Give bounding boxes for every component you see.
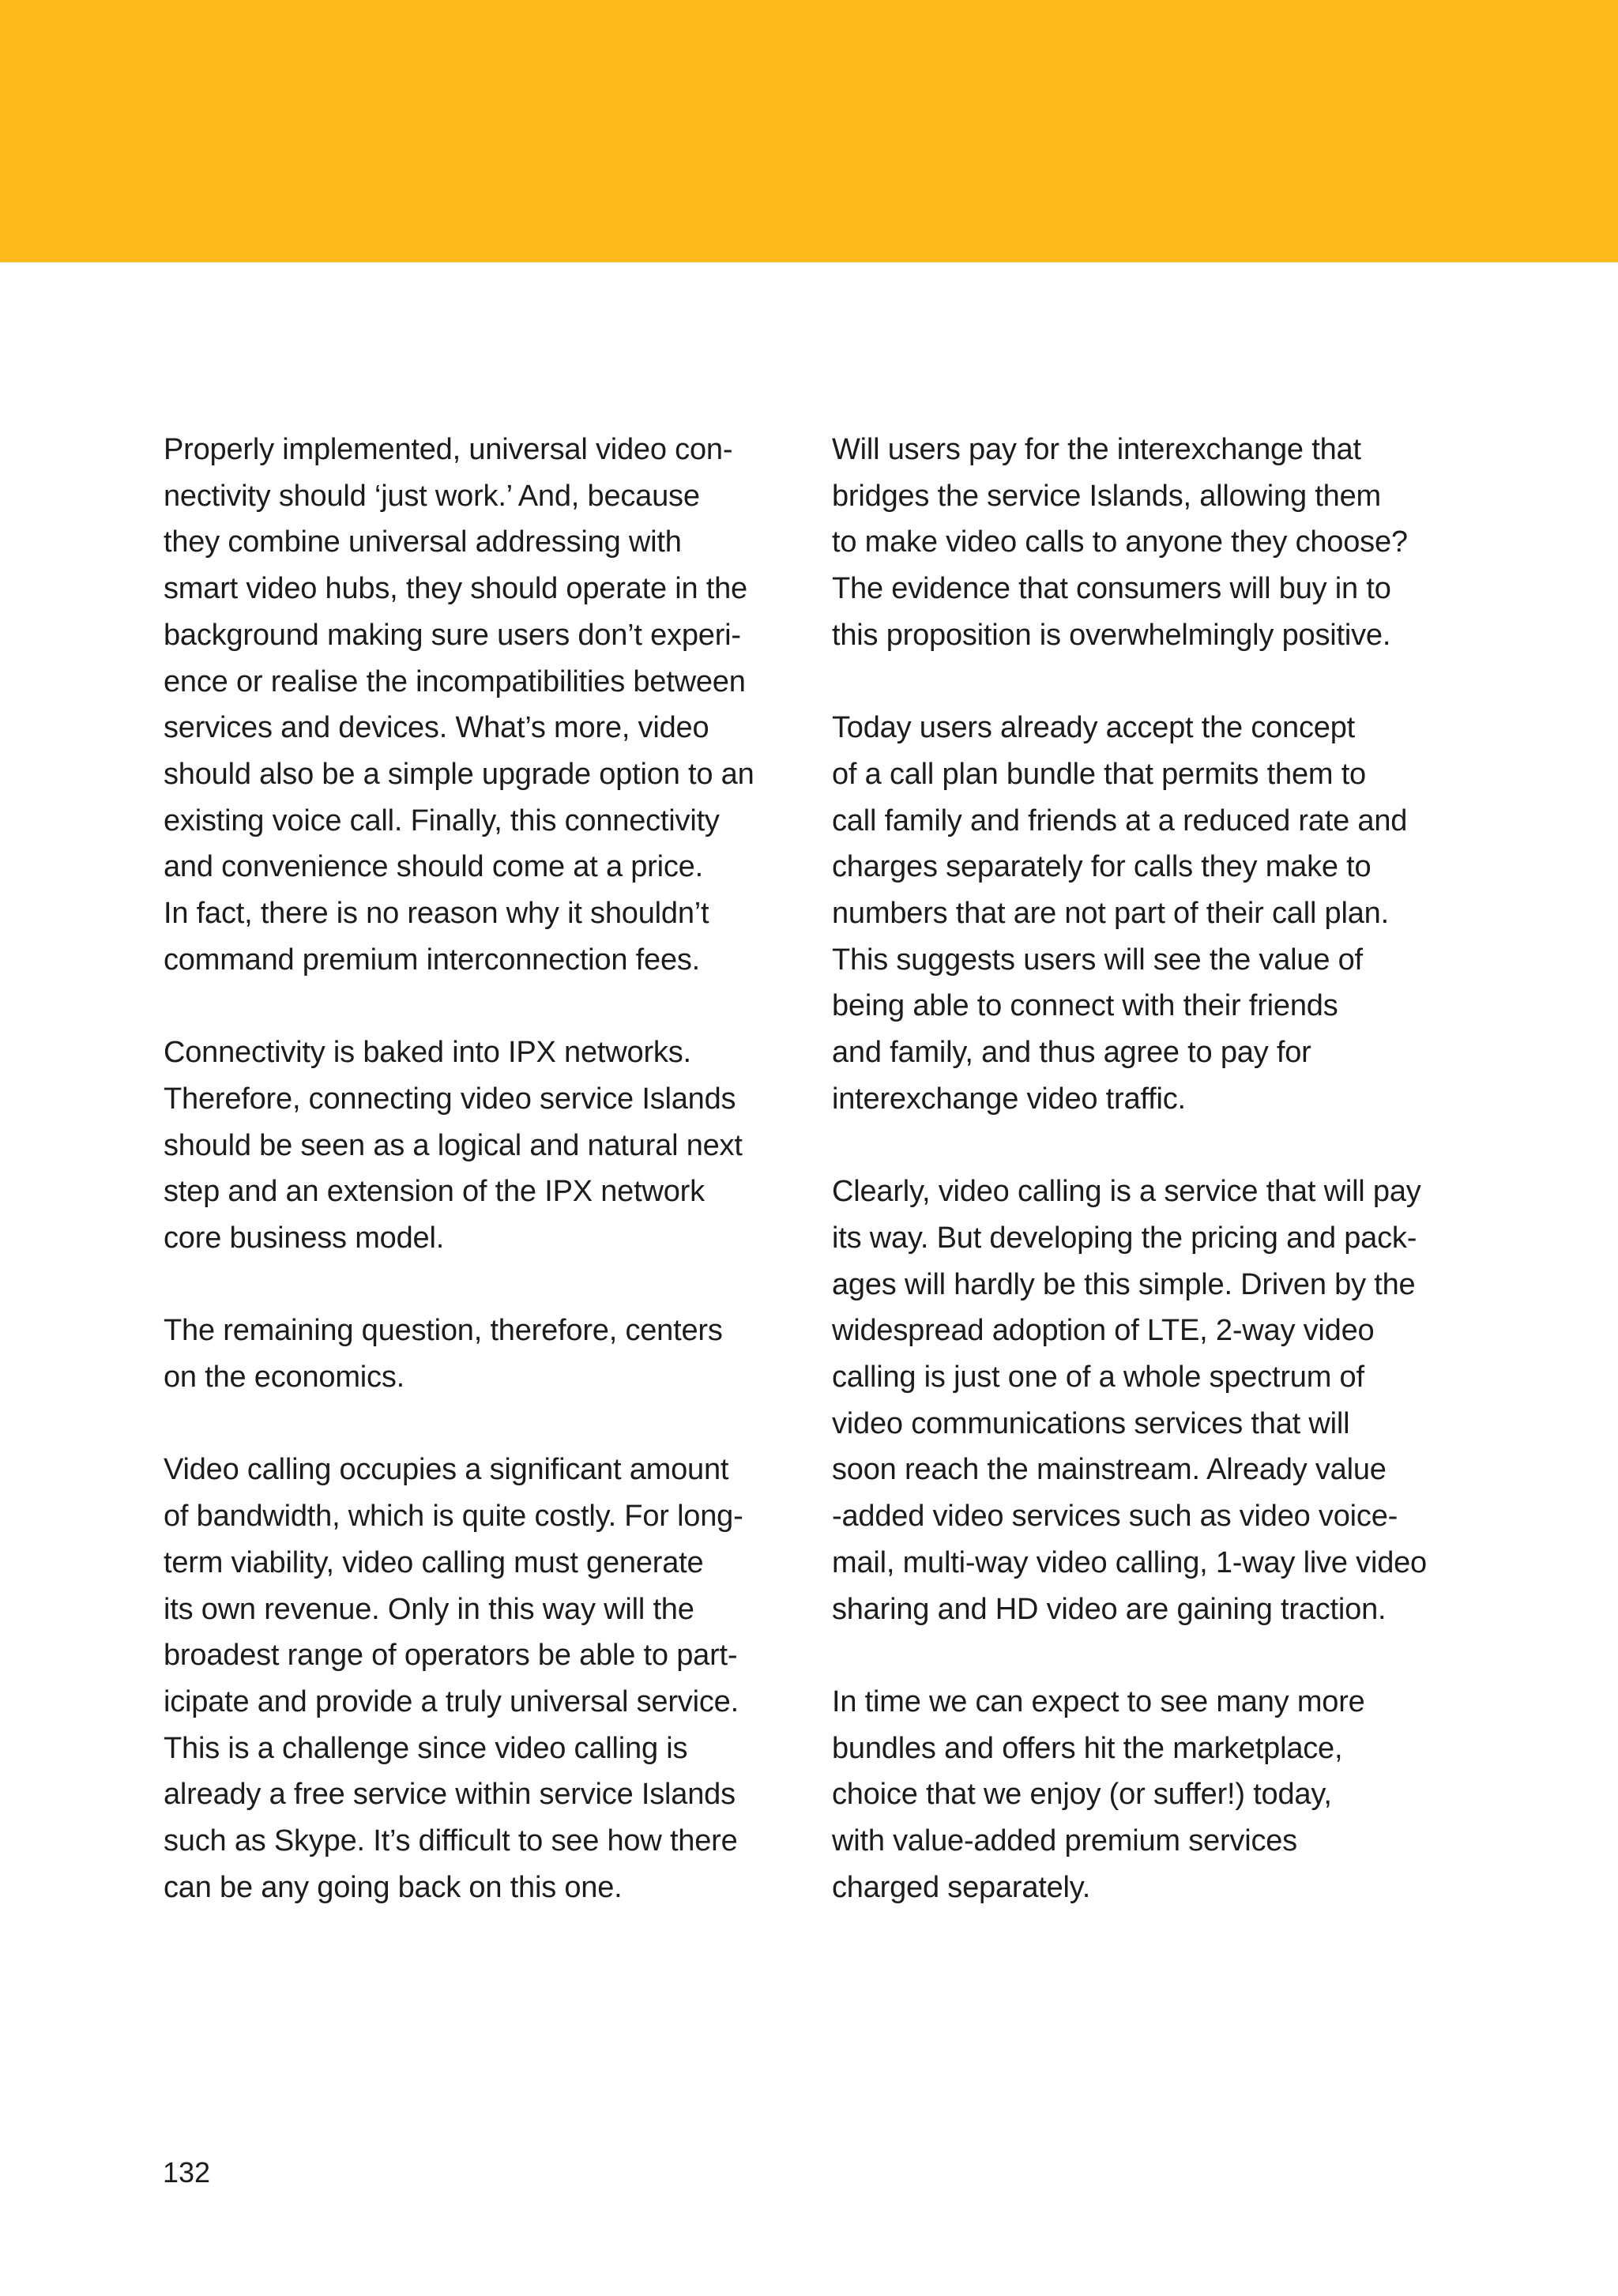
text-line: In fact, there is no reason why it shouldn’t bbox=[164, 897, 709, 931]
text-line: ages will hardly be this simple. Driven by the bbox=[832, 1267, 1416, 1301]
text-line: being able to connect with their friends bbox=[832, 989, 1338, 1023]
text-line: and convenience should come at a price. bbox=[164, 850, 703, 884]
text-line: should also be a simple upgrade option to an bbox=[164, 757, 754, 791]
text-line: soon reach the mainstream. Already value bbox=[832, 1453, 1387, 1487]
text-line: should be seen as a logical and natural next bbox=[164, 1128, 743, 1162]
text-line: charges separately for calls they make to bbox=[832, 850, 1372, 884]
text-line: broadest range of operators be able to part- bbox=[164, 1639, 738, 1673]
text-line: to make video calls to anyone they choose? bbox=[832, 525, 1408, 559]
text-line: smart video hubs, they should operate in the bbox=[164, 572, 747, 606]
text-line: and family, and thus agree to pay for bbox=[832, 1036, 1311, 1070]
text-line: on the economics. bbox=[164, 1361, 404, 1395]
text-line: Connectivity is baked into IPX networks. bbox=[164, 1036, 691, 1070]
paragraph bbox=[832, 427, 1480, 659]
text-line: The remaining question, therefore, centers bbox=[164, 1314, 723, 1348]
text-line: calling is just one of a whole spectrum of bbox=[832, 1361, 1364, 1395]
text-line: nectivity should ‘just work.’ And, because bbox=[164, 479, 700, 513]
text-line: bundles and offers hit the marketplace, bbox=[832, 1731, 1343, 1765]
header-color-band bbox=[0, 0, 1618, 262]
text-line: of bandwidth, which is quite costly. For long- bbox=[164, 1500, 743, 1534]
text-line: The evidence that consumers will buy in to bbox=[832, 572, 1391, 606]
text-line: Today users already accept the concept bbox=[832, 711, 1356, 745]
text-line: Video calling occupies a significant amount bbox=[164, 1453, 729, 1487]
text-line: This suggests users will see the value of bbox=[832, 943, 1363, 977]
text-line: Will users pay for the interexchange that bbox=[832, 433, 1361, 466]
text-line: call family and friends at a reduced rate and bbox=[832, 804, 1408, 837]
text-line: background making sure users don’t experi- bbox=[164, 618, 741, 652]
right-column bbox=[832, 427, 1480, 1957]
text-line: already a free service within service Islands bbox=[164, 1778, 736, 1812]
text-line: command premium interconnection fees. bbox=[164, 943, 701, 977]
text-line: they combine universal addressing with bbox=[164, 525, 682, 559]
text-line: existing voice call. Finally, this connectivity bbox=[164, 804, 720, 837]
text-line: In time we can expect to see many more bbox=[832, 1684, 1365, 1718]
text-line: Properly implemented, universal video con- bbox=[164, 433, 733, 466]
paragraph bbox=[832, 1679, 1480, 1911]
text-line: this proposition is overwhelmingly positive. bbox=[832, 618, 1391, 652]
text-line: its way. But developing the pricing and pack- bbox=[832, 1221, 1417, 1255]
left-column bbox=[164, 427, 811, 1957]
paragraph bbox=[164, 1029, 811, 1262]
text-line: video communications services that will bbox=[832, 1406, 1350, 1440]
paragraph bbox=[164, 1308, 811, 1400]
text-line: This is a challenge since video calling is bbox=[164, 1731, 688, 1765]
text-line: numbers that are not part of their call plan. bbox=[832, 897, 1389, 931]
text-line: mail, multi-way video calling, 1-way live video bbox=[832, 1545, 1427, 1579]
text-line: its own revenue. Only in this way will the bbox=[164, 1592, 694, 1626]
text-line: core business model. bbox=[164, 1221, 445, 1255]
text-line: Clearly, video calling is a service that will pay bbox=[832, 1175, 1421, 1209]
text-line: can be any going back on this one. bbox=[164, 1870, 623, 1904]
text-line: -added video services such as video voice- bbox=[832, 1500, 1398, 1534]
page-number: 132 bbox=[163, 2156, 211, 2189]
paragraph bbox=[164, 1447, 811, 1910]
text-line: of a call plan bundle that permits them to bbox=[832, 757, 1366, 791]
text-line: choice that we enjoy (or suffer!) today, bbox=[832, 1778, 1332, 1812]
text-line: with value-added premium services bbox=[832, 1824, 1297, 1858]
text-line: term viability, video calling must generate bbox=[164, 1545, 704, 1579]
text-line: bridges the service Islands, allowing them bbox=[832, 479, 1381, 513]
text-line: such as Skype. It’s difficult to see how there bbox=[164, 1824, 738, 1858]
text-line: icipate and provide a truly universal service. bbox=[164, 1684, 739, 1718]
text-line: sharing and HD video are gaining traction. bbox=[832, 1592, 1387, 1626]
paragraph bbox=[164, 427, 811, 983]
text-line: widespread adoption of LTE, 2-way video bbox=[832, 1314, 1375, 1348]
paragraph bbox=[832, 1169, 1480, 1632]
text-line: charged separately. bbox=[832, 1870, 1091, 1904]
text-line: interexchange video traffic. bbox=[832, 1082, 1186, 1116]
text-line: Therefore, connecting video service Islands bbox=[164, 1082, 736, 1116]
text-line: services and devices. What’s more, video bbox=[164, 711, 709, 745]
paragraph bbox=[832, 705, 1480, 1122]
text-line: ence or realise the incompatibilities between bbox=[164, 664, 746, 698]
text-line: step and an extension of the IPX network bbox=[164, 1175, 705, 1209]
